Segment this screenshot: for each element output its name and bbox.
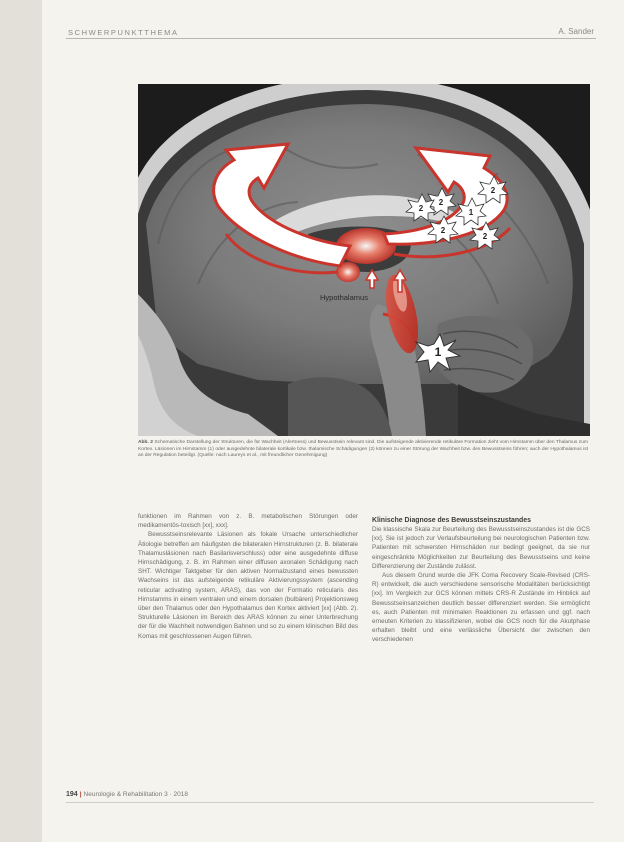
marker-label-4: 2: [490, 186, 496, 195]
marker-label-1: 1: [434, 345, 442, 359]
right-paragraph-1: Die klassische Skala zur Beurteilung des Bewusstseinszustandes ist die GCS [xx]. Sie ist jedoch zur Verlaufsbeurteilung bei neurologischen Patienten bzw. Patienten mit schwersten Hirnschäden nur bedingt geeignet, da sie nur eingeschränkte Möglichkeiten zur Beurteilung des Bewusstseins und keine Differenzierung der Zustände zulässt.: [372, 526, 590, 570]
marker-label-3: 1: [468, 208, 474, 217]
running-header-author: A. Sander: [558, 27, 594, 36]
right-paragraph-2: Aus diesem Grund wurde die JFK Coma Recovery Scale-Revised (CRS-R) entwickelt, die auch verschiedene sensorische Modalitäten berücksichtigt [xx]. Im Vergleich zur GCS können mittels CRS-R Zustände im Hinblick auf Bewusstseinsanzeichen deutlich besser differenziert werden. Sie ermöglicht es, auch Patienten mit minimalen Reaktionen zu erfassen und ggf. nach erneuten Kriterien zu klassifizieren, wobei die GCS noch für die Akutphase erhalten bleibt und eine verlässliche Übersicht der zwischen den verschiedenen: [372, 572, 590, 644]
section-heading: Klinische Diagnose des Bewusstseinszustandes: [372, 517, 531, 524]
header-rule: [66, 38, 596, 39]
running-header-section: SCHWERPUNKTTHEMA: [68, 28, 179, 37]
binder-margin: [0, 0, 42, 842]
footer-separator: |: [79, 791, 82, 798]
caption-lead: Abb. 2: [138, 440, 153, 445]
mri-figure: [138, 84, 590, 436]
page-number: 194: [66, 791, 78, 798]
marker-label-2: 2: [438, 198, 444, 207]
left-column: [138, 512, 358, 641]
marker-label-7: 2: [418, 204, 424, 213]
marker-label-6: 2: [482, 232, 488, 241]
page-footer: [66, 791, 188, 798]
right-column: [372, 516, 590, 645]
left-paragraph-2: Bewusstseinsrelevante Läsionen als fokale Ursache unterschiedlicher Ätiologie betreffen am häufigsten die bilateralen Hirnstrukturen (z. B. bilaterale Thalamusläsionen nach Basilarisverschluss) oder eine ausgedehnte diffuse Hirnschädigung, z. B. im Rahmen einer diffusen axonalen Schädigung nach SHT. Wichtiger Taktgeber für den aktiven Normalzustand eines bewussten Wachseins ist das aufsteigende retikuläre Aktivierungssystem (ascending reticular activating system, ARAS), das von der Formatio reticularis des Hirnstamms in einem ventralen und einem dorsalen (bulbären) Projektionsweg über den Thalamus oder den Hypothalamus den Kortex aktiviert [xx] (Abb. 2). Strukturelle Läsionen im Bereich des ARAS können zu einer Unterbrechung der für die Wachheit notwendigen Bahnen und so zu einem klinischen Bild des Komas mit geschlossenen Augen führen.: [138, 531, 358, 640]
hypothalamus-label: Hypothalamus: [320, 293, 368, 302]
figure-caption: [138, 440, 588, 460]
caption-text: Schematische Darstellung der Strukturen, die für Wachheit (Alertness) und Bewusstsein relevant sind. Die aufsteigende aktivierende retikuläre Formation zieht vom Hirnstamm über den Thalamus zum Kortex. Läsionen im Hirnstamm (1) oder ausgedehnte bilaterale kortikale bzw. thalamische Schädigungen (2) können zu einer Störung der Wachheit bzw. des Bewusstseins führen; auch der Hypothalamus ist an der Regulation beteiligt. (Quelle: nach Laureys et al., mit freundlicher Genehmigung): [138, 440, 589, 459]
marker-label-5: 2: [440, 226, 446, 235]
mri-sagittal-illustration: [138, 84, 590, 436]
journal-name: Neurologie & Rehabilitation 3 · 2018: [83, 791, 188, 798]
left-paragraph-1: funktionen im Rahmen von z. B. metabolischen Störungen oder medikamentös-toxisch [xx], xxx].: [138, 513, 358, 530]
footer-rule: [66, 802, 594, 803]
